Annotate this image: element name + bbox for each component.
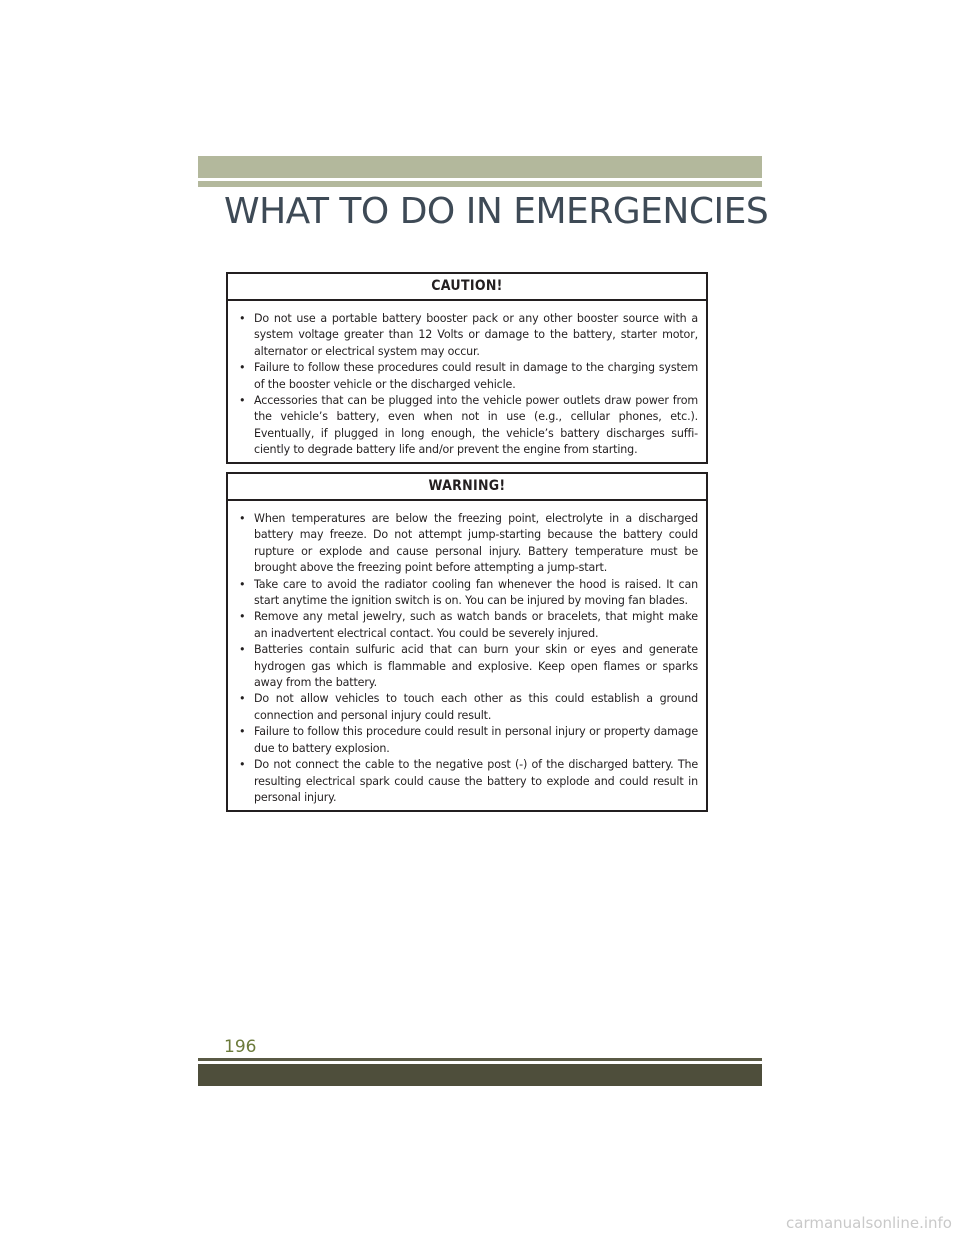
caution-item <box>236 360 698 393</box>
caution-box <box>226 272 708 464</box>
caution-list <box>228 301 706 459</box>
warning-item-text: Remove any metal jewelry, such as watch bands or bracelets, that might make an inadvertent electrical contact. You could be severely injured. <box>254 610 698 640</box>
bullet-icon: • <box>239 512 246 525</box>
warning-list <box>228 501 706 806</box>
warning-title: WARNING! <box>228 474 706 501</box>
bullet-icon: • <box>239 394 246 408</box>
bullet-icon: • <box>239 577 246 591</box>
warning-box <box>226 472 708 812</box>
warning-item <box>236 642 698 691</box>
bullet-icon: • <box>239 312 246 325</box>
bullet-icon: • <box>239 361 246 375</box>
footer-band <box>198 1064 762 1086</box>
watermark-link[interactable]: carmanualsonline.info <box>786 1214 952 1232</box>
warning-item-text: Do not allow vehicles to touch each other as this could establish a ground connection and personal injury could result. <box>254 692 698 722</box>
warning-item <box>236 757 698 806</box>
header-band-line <box>198 181 762 187</box>
caution-item <box>236 393 698 459</box>
bullet-icon: • <box>239 610 246 624</box>
section-title: WHAT TO DO IN EMERGENCIES <box>224 191 769 232</box>
warning-item <box>236 511 698 577</box>
caution-title: CAUTION! <box>228 274 706 301</box>
warning-item <box>236 609 698 642</box>
caution-item-text: Accessories that can be plugged into the vehicle power outlets draw power from the vehicle’s battery, even when not in use (e.g., cellular phones, etc.). Eventually, if plugged in long enough, the vehicle’s battery discharges suffi-ciently to degrade battery life and/or prevent the engine from starting. <box>254 394 698 457</box>
warning-item <box>236 691 698 724</box>
header-band <box>198 156 762 178</box>
warning-item-text: When temperatures are below the freezing point, electrolyte in a discharged battery may freeze. Do not attempt jump-starting because the battery could rupture or explode and cause personal injury. Battery temperature must be brought above the freezing point before attempting a jump-start. <box>254 512 698 575</box>
warning-item-text: Take care to avoid the radiator cooling fan whenever the hood is raised. It can start anytime the ignition switch is on. You can be injured by moving fan blades. <box>254 577 698 608</box>
bullet-icon: • <box>239 692 246 706</box>
caution-item-text: Do not use a portable battery booster pack or any other booster source with a system voltage greater than 12 Volts or damage to the battery, starter motor, alternator or electrical system may occur. <box>254 312 698 358</box>
footer-band-line <box>198 1058 762 1061</box>
caution-item <box>236 311 698 360</box>
warning-item-text: Failure to follow this procedure could result in personal injury or property damage due to battery explosion. <box>254 725 698 755</box>
warning-item-text: Batteries contain sulfuric acid that can burn your skin or eyes and generate hydrogen gas which is flammable and explosive. Keep open flames or sparks away from the battery. <box>254 643 698 690</box>
bullet-icon: • <box>239 643 246 657</box>
page-number: 196 <box>224 1037 257 1057</box>
warning-item <box>236 577 698 610</box>
warning-item <box>236 724 698 757</box>
warning-item-text: Do not connect the cable to the negative post (-) of the discharged battery. The resulting electrical spark could cause the battery to explode and could result in personal injury. <box>254 758 698 804</box>
bullet-icon: • <box>239 725 246 739</box>
caution-item-text: Failure to follow these procedures could result in damage to the charging system of the booster vehicle or the discharged vehicle. <box>254 361 698 391</box>
bullet-icon: • <box>239 758 246 772</box>
